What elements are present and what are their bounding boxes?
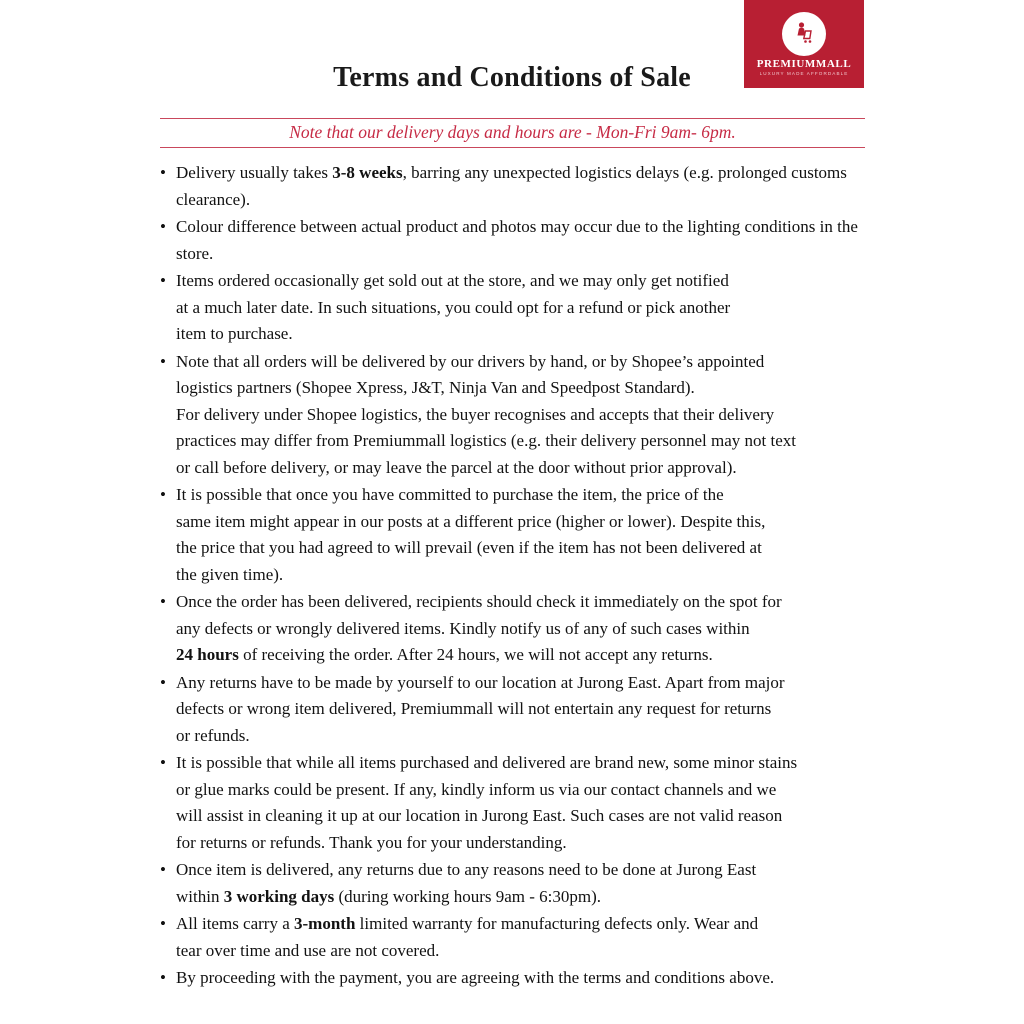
list-item — [150, 482, 890, 588]
delivery-notice-band — [160, 118, 865, 148]
bullet-icon: • — [160, 914, 166, 933]
list-item-line: or call before delivery, or may leave the parcel at the door without prior approval). — [176, 457, 737, 477]
list-item-line: All items carry a 3-month limited warranty for manufacturing defects only. Wear and — [176, 914, 759, 933]
bullet-icon: • — [160, 860, 166, 879]
list-item-line: Once item is delivered, any returns due to any reasons need to be done at Jurong East — [176, 860, 757, 879]
list-item-line: Delivery usually takes 3-8 weeks, barring any unexpected logistics delays (e.g. prolonged customs clearance). — [176, 163, 847, 209]
list-item-line: By proceeding with the payment, you are agreeing with the terms and conditions above. — [176, 968, 775, 987]
list-item-line: the given time). — [176, 564, 284, 584]
list-item-line: will assist in cleaning it up at our location in Jurong East. Such cases are not valid reason — [176, 806, 783, 825]
list-item-line: logistics partners (Shopee Xpress, J&T, Ninja Van and Speedpost Standard). — [176, 378, 695, 397]
list-item — [150, 214, 890, 267]
list-item — [150, 750, 890, 856]
list-item-line: It is possible that once you have committed to purchase the item, the price of the — [176, 485, 724, 504]
page-title: Terms and Conditions of Sale — [333, 62, 691, 93]
list-item-line: or glue marks could be present. If any, kindly inform us via our contact channels and we — [176, 779, 777, 799]
list-item — [150, 911, 890, 964]
list-item-text — [176, 214, 890, 267]
list-item-text — [176, 268, 890, 348]
list-item-line: at a much later date. In such situations, you could opt for a refund or pick another — [176, 297, 731, 317]
list-item — [150, 857, 890, 910]
list-item-line: the price that you had agreed to will prevail (even if the item has not been delivered at — [176, 538, 762, 557]
list-item — [150, 349, 890, 482]
list-item-text — [176, 349, 890, 482]
list-item-text — [176, 160, 890, 213]
list-item-text — [176, 670, 890, 750]
bullet-icon: • — [160, 485, 166, 504]
list-item-text — [176, 965, 890, 992]
delivery-notice-text: Note that our delivery days and hours are - Mon-Fri 9am- 6pm. — [289, 122, 736, 142]
bullet-icon: • — [160, 592, 166, 611]
bullet-icon: • — [160, 968, 166, 987]
bullet-icon: • — [160, 217, 166, 236]
list-item-text — [176, 750, 890, 856]
list-item-line: It is possible that while all items purchased and delivered are brand new, some minor stains — [176, 753, 798, 772]
rule-bottom — [160, 147, 865, 148]
list-item — [150, 589, 890, 669]
list-item — [150, 268, 890, 348]
bullet-icon: • — [160, 163, 166, 182]
list-item-line: same item might appear in our posts at a different price (higher or lower). Despite this, — [176, 511, 766, 531]
list-item-line: Once the order has been delivered, recipients should check it immediately on the spot for — [176, 592, 782, 611]
list-item-line: any defects or wrongly delivered items. Kindly notify us of any of such cases within — [176, 618, 750, 638]
terms-list — [150, 160, 890, 993]
list-item-line: within 3 working days (during working hours 9am - 6:30pm). — [176, 886, 602, 906]
list-item-text — [176, 911, 890, 964]
list-item-line: or refunds. — [176, 725, 250, 745]
list-item-text — [176, 482, 890, 588]
logo-tagline: LUXURY MADE AFFORDABLE — [759, 70, 849, 76]
list-item — [150, 965, 890, 992]
list-item-line: Colour difference between actual product and photos may occur due to the lighting conditions in the store. — [176, 217, 858, 263]
list-item-line: defects or wrong item delivered, Premiummall will not entertain any request for returns — [176, 699, 772, 718]
bullet-icon: • — [160, 753, 166, 772]
list-item-line: Note that all orders will be delivered by our drivers by hand, or by Shopee’s appointed — [176, 351, 765, 371]
list-item-line: for returns or refunds. Thank you for your understanding. — [176, 832, 567, 852]
list-item-line: Any returns have to be made by yourself to our location at Jurong East. Apart from major — [176, 672, 785, 692]
list-item-line: tear over time and use are not covered. — [176, 940, 440, 960]
list-item-line: For delivery under Shopee logistics, the buyer recognises and accepts that their delivery — [176, 404, 775, 424]
list-item-text — [176, 589, 890, 669]
list-item-line: item to purchase. — [176, 324, 293, 343]
list-item-text — [176, 857, 890, 910]
bullet-icon: • — [160, 351, 166, 371]
shopping-cart-woman-icon — [782, 12, 826, 56]
list-item — [150, 160, 890, 213]
logo-wordmark: PREMIUMMALL — [756, 57, 852, 70]
list-item — [150, 670, 890, 750]
bullet-icon: • — [160, 271, 166, 290]
list-item-line: Items ordered occasionally get sold out at the store, and we may only get notified — [176, 271, 729, 290]
bullet-icon: • — [160, 672, 166, 692]
list-item-line: practices may differ from Premiummall logistics (e.g. their delivery personnel may not text — [176, 431, 797, 450]
list-item-line: 24 hours of receiving the order. After 24 hours, we will not accept any returns. — [176, 645, 713, 664]
